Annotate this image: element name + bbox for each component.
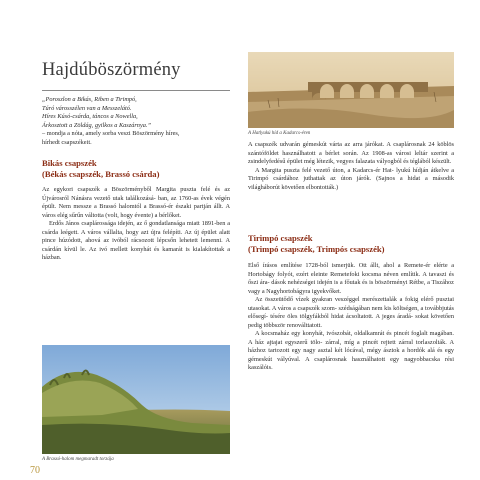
- text-line: csaplárosnak 24 köblös szántóföldet használhatott a bérlet: [248, 141, 454, 157]
- text-line: dások nehézségei idején is a főutak és is böszörményi Rétbe, a: [271, 279, 430, 286]
- text-line: hordók alá és egy gémeskút vályúval. A csaplárosnak: [248, 347, 454, 363]
- heading-line: Tirimpó csapszék: [248, 233, 313, 243]
- text-line: felé és az Újvárosról Nánásra vezető utak találkozásá-: [42, 186, 230, 202]
- text-line: úton járók. (Sajnos a hidat a második világháborút: [248, 175, 455, 191]
- mound-landscape-photo: [42, 345, 230, 454]
- poem-line: Híres Kúsó-csárda, táncos a Nowella,: [42, 113, 138, 120]
- text-line: használhatott egy nagyobbacska rési kaszálóis.: [248, 355, 454, 371]
- text-line: A Margita puszta felé vezető úton, a Kadarcs-ér Hat-: [255, 166, 394, 174]
- bridge-photo-icon: [248, 52, 454, 128]
- section-heading-bikas: [42, 158, 159, 179]
- epigraph-poem: [42, 96, 230, 147]
- text-line: épület még létezik, vegyes falazata vályogból és téglából: [287, 158, 431, 165]
- poem-line: Túró városszélen van a Messzelátó.: [42, 104, 132, 112]
- mound-landscape-icon: [42, 345, 230, 454]
- text-line: A csapszék udvarán gémeskút várta az arra járókat. A: [248, 141, 391, 148]
- text-line: követően elbontották.): [281, 183, 339, 191]
- poem-line: Árkosztott a Zöldág, gyilkos a Kaszárnya.”: [42, 121, 151, 129]
- text-line: Erdős János csaplárossága idején, az ő gondatlansága: [49, 220, 185, 227]
- text-line: Az egykori csapszék a Böszörményből Margita puszta: [42, 186, 197, 193]
- heading-line: (Békás csapszék, Brassó csárda): [42, 168, 160, 179]
- page-title: Hajdúböszörmény: [42, 60, 181, 80]
- text-line: során. Az 1908-as városi leltár szerint a zsindelyfedésű: [248, 149, 454, 165]
- text-line: halomtól a Brassó-ér északi partján állt. A város elég: [42, 203, 230, 219]
- text-line: ivóból rácsozott lépcsőn lehetett lemenni. A csárdán kívül: [42, 237, 231, 253]
- text-line: tésére öles tölgyfákból hidat ácsoltatott. A jeges áradá-: [270, 313, 413, 320]
- text-line: újra felépíti. Az új épület alatt pince húzódott, ahová az: [42, 228, 231, 244]
- text-line: Tiszához vagy a Nagyhortobágyra igyekvőket.: [248, 279, 454, 295]
- text-line: házban.: [42, 254, 62, 261]
- heading-line: (Trimpó csapszék, Trimpós csapszék): [248, 243, 385, 254]
- photo-caption-top: A Hatlyukú híd a Kadarcs-éren: [248, 131, 311, 136]
- poem-line: hírhedt csapszékeit.: [42, 138, 92, 146]
- sepia-bridge-photo: [248, 52, 454, 128]
- text-line: A kocsmaház egy konyhát, ivószobát, oldalkamrát és: [255, 330, 392, 337]
- text-line: Remete-ér elérte a Hortobágy folyót, ezért eleinte: [248, 262, 454, 278]
- section-tirimpo-body: [248, 262, 454, 373]
- section-bikas-body: [42, 186, 230, 263]
- text-line: sokat követően pedig többször renoválttatott.: [248, 313, 454, 329]
- text-line: Az összeütődő vízek gyakran veszéggel merészettalák: [255, 296, 397, 303]
- text-line: miatt 1891-ben a csárda leégett. A város vállalta, hogy azt: [42, 220, 231, 236]
- page-number: 70: [30, 465, 40, 476]
- text-line: készült.: [431, 158, 452, 165]
- heading-line: Bikás csapszék: [42, 158, 97, 168]
- title-divider: [42, 90, 230, 91]
- text-line: le. Az ivó mellett konyhát és kamarát is kialakítottak a: [80, 245, 231, 253]
- text-line: Első írásos említése 1728-ból ismerjük. Ott állt, ahol a: [248, 262, 401, 269]
- right-column-body: [248, 141, 454, 192]
- text-line: Remetefoki kocsma néven említik. A tavaszi és őszi ára-: [248, 270, 454, 286]
- poem-line: – mondja a nóta, amely sorba veszi Böszörmény híres,: [42, 130, 180, 137]
- text-line: szédságában nem kis költségen, a továbbjutás elősegí-: [248, 304, 454, 320]
- text-line: tartozott egy nagy asztal két lócával, mégy ásztok a: [268, 347, 405, 354]
- text-line: a fokig elérő pusztai utasokat. A város a csapszék szom-: [248, 296, 455, 312]
- section-heading-tirimpo: [248, 233, 385, 254]
- text-line: sűrűn váltotta (volt, hogy évente) a bérlőket.: [69, 211, 182, 219]
- text-line: ban, az 1760-as évek végén épült. Nem messze a Brassó: [42, 194, 230, 210]
- poem-line: „Poroszlon a Bikás, Riben a Tirimpó,: [42, 96, 137, 103]
- photo-caption-bottom: A Brassó-halom megmaradt torzája: [42, 457, 114, 462]
- text-line: lyukú hídján átkelve a Tirimpó csárdához juthattak az: [248, 166, 455, 182]
- text-line: pincét foglalt magában. A ház ajtajat egyszerű tölo-: [248, 330, 454, 346]
- text-line: zárral, míg a pincét rejtett zárral torlaszolták. A házhoz: [248, 338, 455, 354]
